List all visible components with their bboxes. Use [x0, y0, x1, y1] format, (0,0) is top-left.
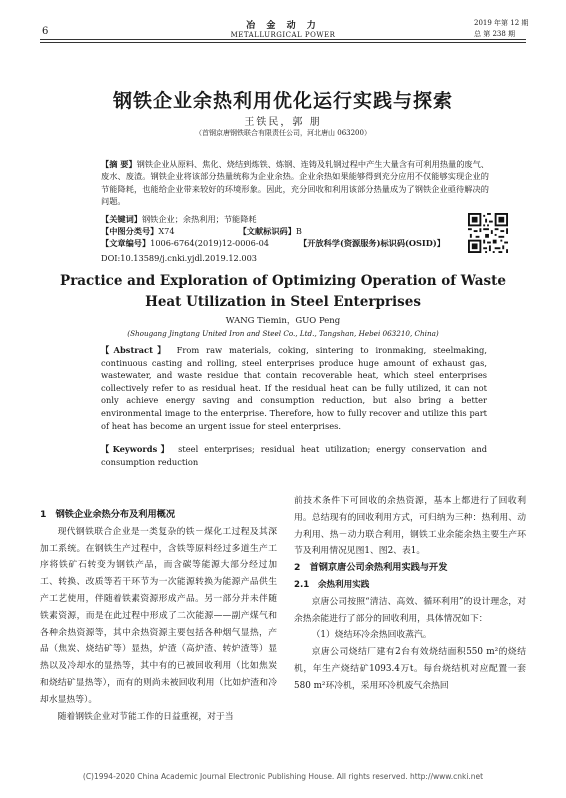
english-abstract-text: From raw materials, coking, sintering to ironmaking, steelmaking, continuous casting and rolling, steel enterprises produce huge amount of exhaust gas, wastewater, and waste residue that contain recoverable heat, which steel enterprises collectively refer to as residual heat. If the residual heat can be fully utilized, it can not only achieve energy saving and consumption reduction, but also bring a better environmental image to the enterprise. Therefore, how to fully recover and utilize this part of heat has become an urgent issue for steel enterprises.	[101, 345, 488, 431]
paragraph: 随着钢铁企业对节能工作的日益重视，对于当	[57, 711, 234, 722]
header-rule	[40, 39, 526, 40]
subsection-heading-2-1: 2.1 余热利用实践	[294, 579, 370, 590]
article-no-value: 1006-6764(2019)12-0006-04	[150, 238, 270, 248]
paragraph-continued: 前技术条件下可回收的余热资源，基本上都进行了回收利用。总结现有的回收利用方式，可归纳为三种：热利用、动力利用、热－动力联合利用，钢铁工业余能余热主要生产环节及利用情况见图1、图2、表1。	[294, 496, 526, 557]
body-left-column	[40, 507, 277, 725]
doc-code-label: 【文献标识码】	[238, 226, 296, 236]
issue-year: 2019 年第 12 期	[474, 19, 529, 27]
affiliation: （首钢京唐钢铁联合有限责任公司，河北唐山 063200）	[195, 129, 371, 137]
paragraph: 现代钢铁联合企业是一类复杂的铁－煤化工过程及其深加工系统。在钢铁生产过程中，含铁等原料经过多道生产工序将铁矿石转变为钢铁产品，而含碳等能源大部分经过加工、转换、改质等若干环节为一次能源转换为能源产品供生产工艺使用，伴随着铁素资源形成产品。另一部分并未伴随铁素资源，而是在此过程中形成了二次能源——副产煤气和各种余热资源等，其中余热资源主要包括各种烟气显热，产品（焦炭、烧结矿等）显热，炉渣（高炉渣、转炉渣等）显热以及冷却水的显热等，其中有的已被回收利用（比如焦炭和烧结矿显热等），而有的则尚未被回收利用（比如炉渣和冷却水显热等）。	[40, 526, 277, 705]
doc-code-value: B	[295, 226, 302, 236]
section-heading-2: 2 首钢京唐公司余热利用实践与开发	[294, 562, 448, 574]
english-keywords-label: 【Keywords】	[101, 444, 173, 454]
paragraph: 京唐公司烧结厂建有2台有效烧结面积550 m²的烧结机，年生产烧结矿1093.4万t。每台烧结机对应配置一套580 m²环冷机，采用环冷机废气余热回	[294, 647, 526, 691]
doi: DOI:10.13589/j.cnki.yjdl.2019.12.003	[101, 253, 257, 263]
authors: 王铁民，郭 朋	[244, 117, 322, 128]
abstract-text: 钢铁企业从原料、焦化、烧结到炼铁、炼钢、连铸及轧钢过程中产生大量含有可利用热量的废气、废水、废渣。钢铁企业将该部分热量统称为企业余热。企业余热如果能够得到充分应用不仅能够实现企业的节能降耗，也能给企业带来较好的环境形象。因此，充分回收和利用该部分热量成为了钢铁企业亟待解决的问题。	[101, 159, 489, 206]
qr-code	[468, 213, 508, 253]
classification-row	[101, 225, 431, 237]
english-title: Practice and Exploration of Optimizing Operation of Waste Heat Utilization in Steel Enterprises	[60, 273, 506, 310]
section-heading-1: 1 钢铁企业余热分布及利用概况	[40, 509, 176, 520]
article-title: 钢铁企业余热利用优化运行实践与探索	[112, 90, 453, 112]
article-no-label: 【文章编号】	[101, 238, 151, 248]
body-right-column	[294, 493, 526, 695]
copyright-footer: (C)1994-2020 China Academic Journal Electronic Publishing House. All rights reserved. http://www.cnki.net	[82, 772, 484, 781]
english-authors: WANG Tiemin，GUO Peng	[225, 316, 341, 326]
english-keywords	[101, 443, 487, 468]
clc-value: X74	[158, 226, 175, 236]
article-number-row	[101, 237, 445, 249]
english-keywords-text: steel enterprises; residual heat utilization; energy conservation and consumption reduction	[101, 444, 488, 467]
keywords-text: 钢铁企业；余热利用；节能降耗	[141, 214, 257, 224]
page-number: 6	[42, 26, 49, 37]
journal-name-cn: 冶 金 动 力	[246, 21, 320, 31]
abstract	[101, 158, 489, 207]
english-abstract-label: 【Abstract】	[101, 345, 170, 355]
clc-label: 【中图分类号】	[101, 226, 159, 236]
metadata-block	[101, 213, 445, 249]
abstract-label: 【摘 要】	[101, 159, 137, 169]
paragraph: 京唐公司按照“清洁、高效、循环利用”的设计理念，对余热余能进行了部分的回收利用，具体情况如下：	[294, 596, 526, 624]
issue-info	[474, 18, 528, 40]
header-rule-thin	[40, 42, 526, 43]
journal-name-en: METALLURGICAL POWER	[230, 31, 336, 39]
english-abstract	[101, 344, 487, 432]
keywords-label: 【关键词】	[101, 214, 142, 224]
osid-label: 【开放科学(资源服务)标识码(OSID)】	[299, 238, 445, 248]
list-item: （1）烧结环冷余热回收蒸汽。	[311, 630, 432, 641]
keywords-row	[101, 213, 431, 225]
issue-total: 总 第 238 期	[474, 30, 516, 38]
english-affiliation: (Shougang Jingtang United Iron and Steel Co., Ltd., Tangshan, Hebei 063210, China)	[127, 329, 439, 338]
journal-masthead	[220, 18, 346, 39]
